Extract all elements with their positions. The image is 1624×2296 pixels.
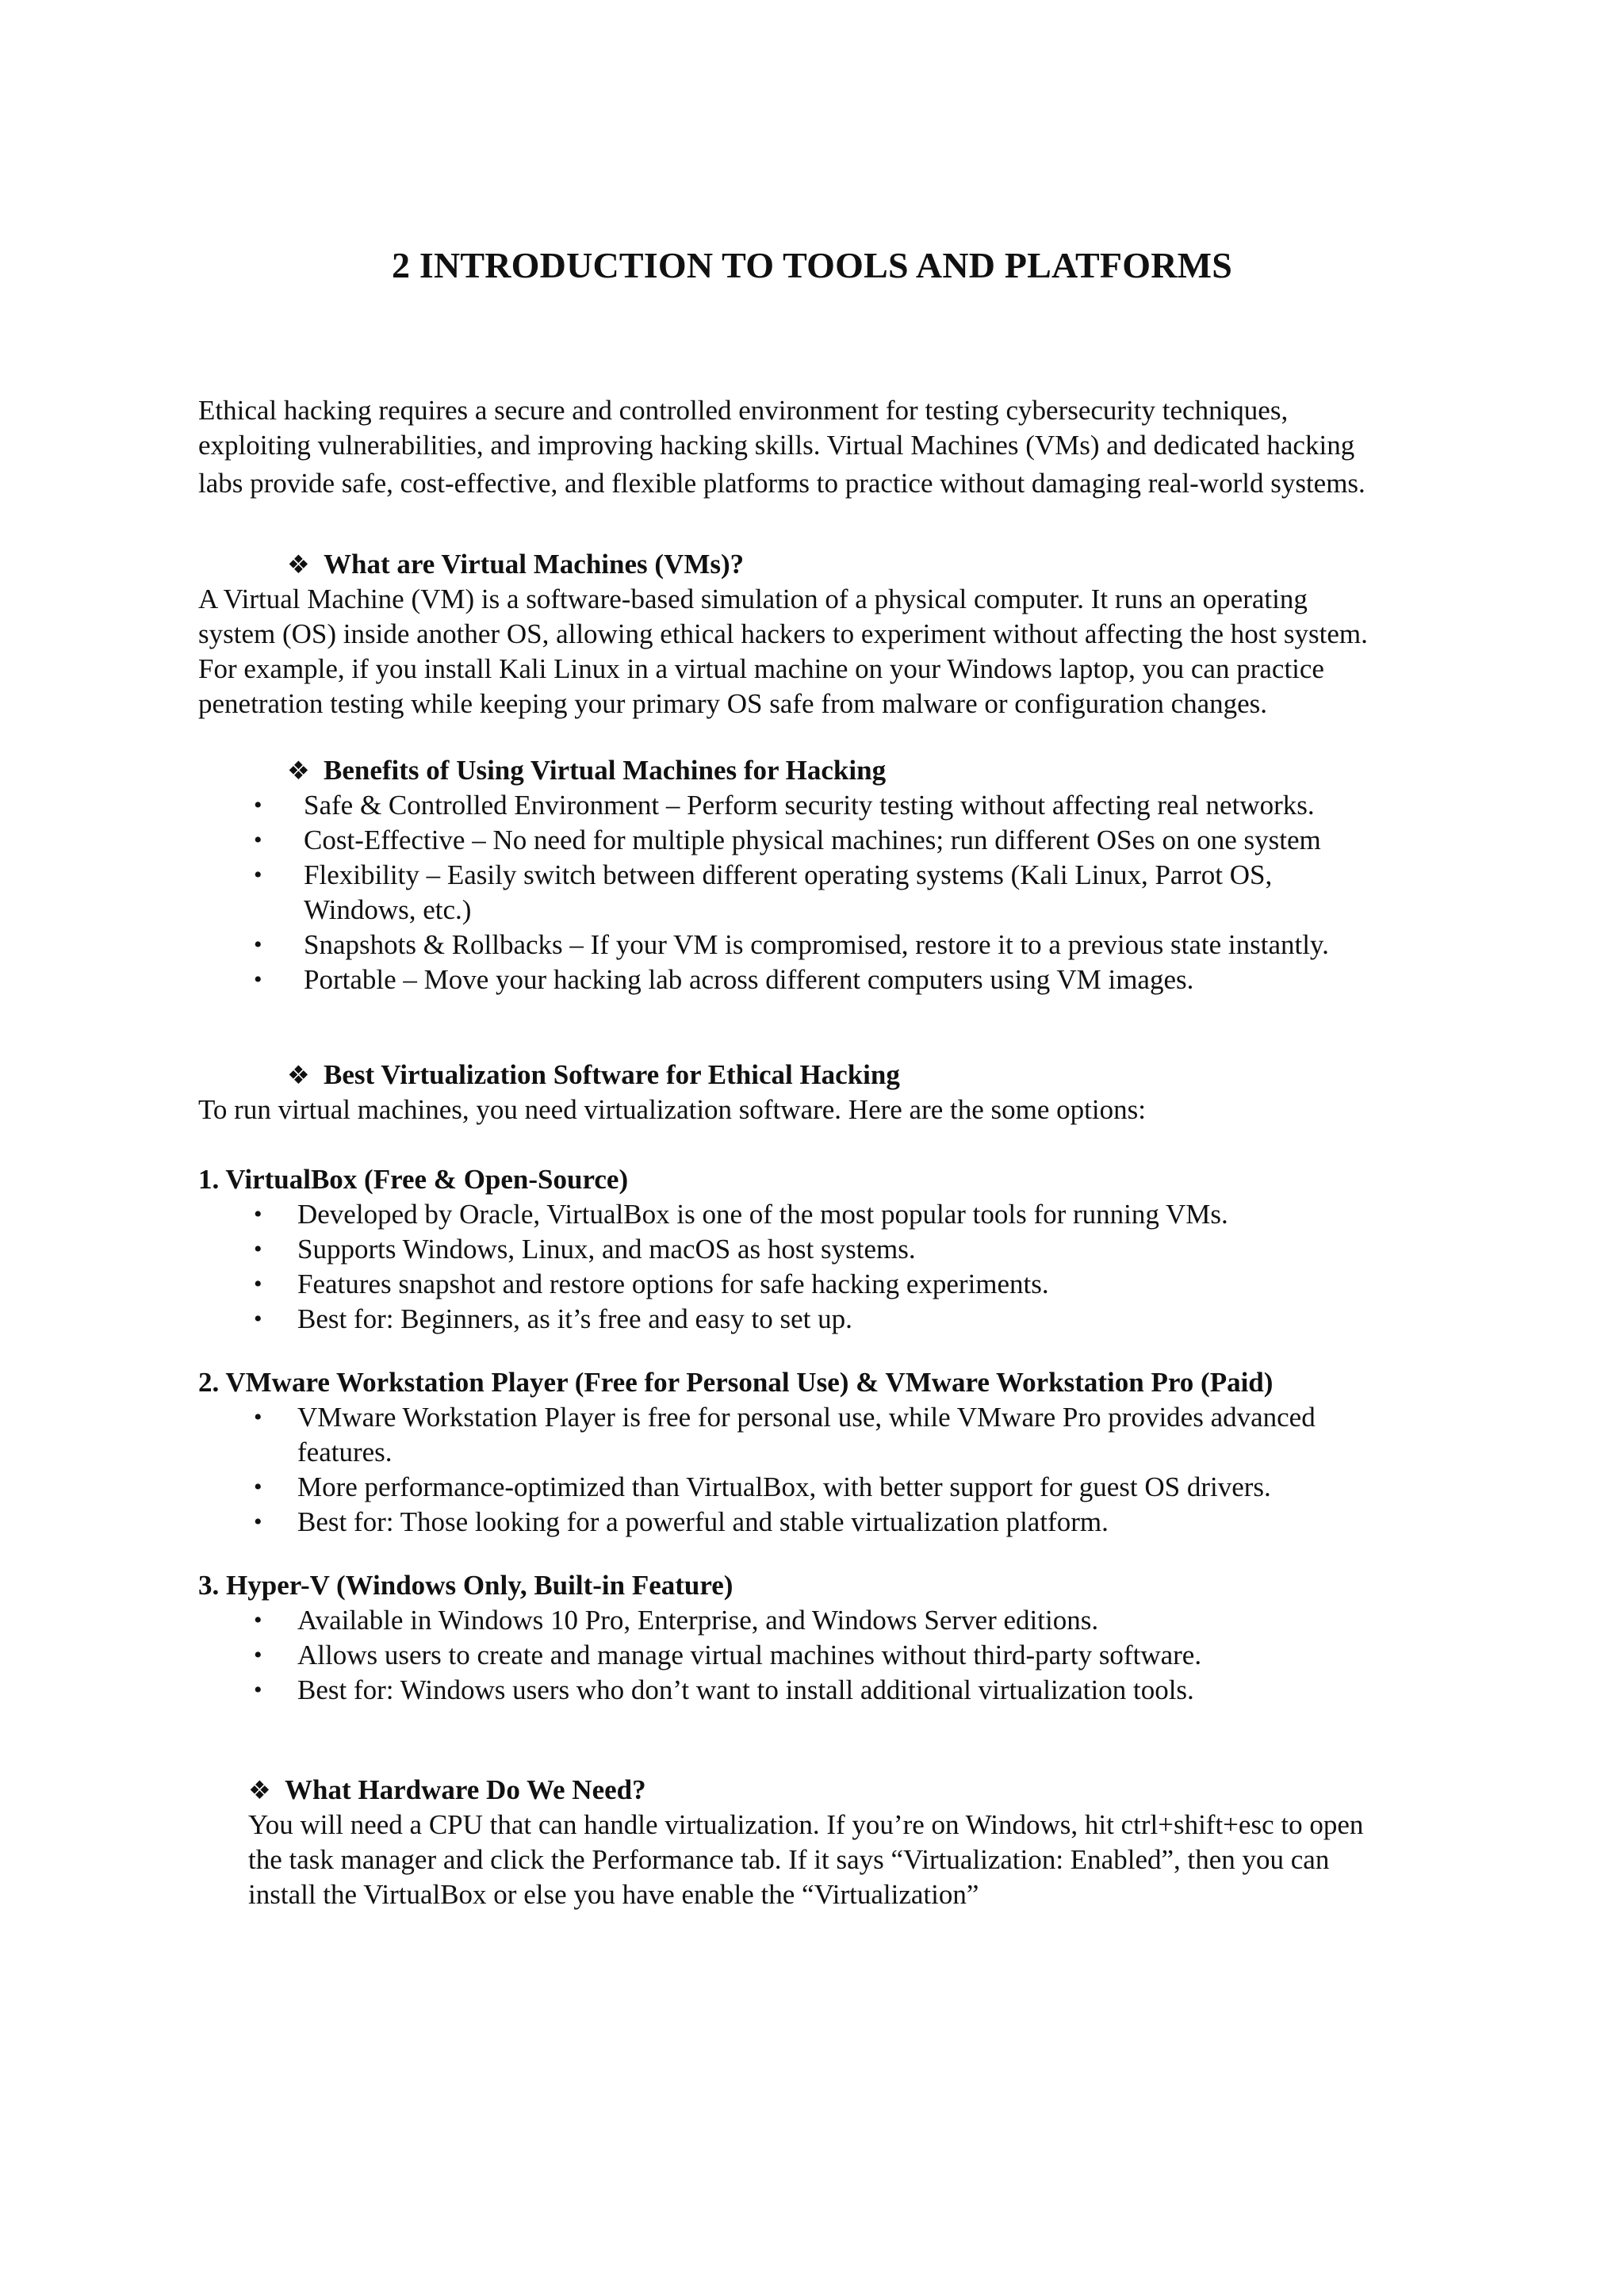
list-item xyxy=(254,1505,1316,1540)
bullet-icon: • xyxy=(254,966,262,993)
benefit-text: Snapshots & Rollbacks – If your VM is compromised, restore it to a previous state instantly. xyxy=(304,929,1329,960)
vm-line: For example, if you install Kali Linux in a virtual machine on your Windows laptop, you can practice xyxy=(198,653,1324,684)
benefits-list xyxy=(254,788,1329,997)
tool-heading-vmware: 2. VMware Workstation Player (Free for Personal Use) & VMware Workstation Pro (Paid) xyxy=(198,1367,1274,1398)
bullet-icon: • xyxy=(254,792,262,818)
list-item xyxy=(254,1638,1201,1673)
list-item xyxy=(254,1197,1228,1232)
list-item xyxy=(254,1302,1228,1337)
tool-item-text: More performance-optimized than VirtualBox, with better support for guest OS drivers. xyxy=(297,1471,1271,1502)
list-item xyxy=(254,1470,1316,1505)
software-heading-text: Best Virtualization Software for Ethical Hacking xyxy=(324,1059,900,1090)
list-item xyxy=(254,928,1329,962)
hardware-heading-text: What Hardware Do We Need? xyxy=(285,1774,646,1805)
benefit-text: Portable – Move your hacking lab across different computers using VM images. xyxy=(304,964,1194,995)
benefit-text: Cost-Effective – No need for multiple physical machines; run different OSes on one system xyxy=(304,825,1321,855)
diamond-bullet-icon: ❖ xyxy=(287,756,310,785)
tool-item-text-continued: features. xyxy=(297,1437,393,1468)
tool-item-text: VMware Workstation Player is free for personal use, while VMware Pro provides advanced xyxy=(297,1402,1316,1433)
tool-item-text: Available in Windows 10 Pro, Enterprise, and Windows Server editions. xyxy=(297,1605,1099,1636)
tool-heading-virtualbox: 1. VirtualBox (Free & Open-Source) xyxy=(198,1164,629,1195)
page-title: 2 INTRODUCTION TO TOOLS AND PLATFORMS xyxy=(391,245,1233,285)
diamond-bullet-icon: ❖ xyxy=(248,1776,271,1804)
bullet-icon: • xyxy=(254,1677,262,1703)
bullet-icon: • xyxy=(254,1306,262,1332)
benefits-heading-text: Benefits of Using Virtual Machines for Hacking xyxy=(324,755,887,786)
diamond-bullet-icon: ❖ xyxy=(287,550,310,579)
hardware-line: You will need a CPU that can handle virtualization. If you’re on Windows, hit ctrl+shift+esc to open xyxy=(248,1809,1364,1840)
bullet-icon: • xyxy=(254,862,262,888)
bullet-icon: • xyxy=(254,1607,262,1633)
vm-heading-text: What are Virtual Machines (VMs)? xyxy=(324,549,745,580)
diamond-bullet-icon: ❖ xyxy=(287,1061,310,1089)
tool-item-text: Developed by Oracle, VirtualBox is one of the most popular tools for running VMs. xyxy=(297,1199,1228,1230)
benefits-heading xyxy=(287,753,886,788)
benefit-text: Flexibility – Easily switch between different operating systems (Kali Linux, Parrot OS, xyxy=(304,859,1273,890)
bullet-icon: • xyxy=(254,1271,262,1297)
list-item xyxy=(254,962,1329,997)
hardware-line: install the VirtualBox or else you have enable the “Virtualization” xyxy=(248,1879,979,1910)
vm-line: penetration testing while keeping your primary OS safe from malware or configuration changes. xyxy=(198,688,1268,719)
software-intro xyxy=(198,1093,1146,1127)
virtualbox-list xyxy=(254,1197,1228,1337)
vm-paragraph xyxy=(198,582,1368,721)
benefit-text-continued: Windows, etc.) xyxy=(304,894,472,925)
hardware-line: the task manager and click the Performance tab. If it says “Virtualization: Enabled”, then you can xyxy=(248,1844,1330,1875)
bullet-icon: • xyxy=(254,1201,262,1227)
list-item xyxy=(254,1603,1201,1638)
list-item xyxy=(254,1267,1228,1302)
intro-line: exploiting vulnerabilities, and improving hacking skills. Virtual Machines (VMs) and dedicated hacking xyxy=(198,430,1355,461)
list-item xyxy=(254,858,1329,928)
intro-paragraph xyxy=(198,393,1365,501)
vm-line: A Virtual Machine (VM) is a software-based simulation of a physical computer. It runs an operating xyxy=(198,584,1308,614)
bullet-icon: • xyxy=(254,1474,262,1500)
tool-item-text: Features snapshot and restore options for safe hacking experiments. xyxy=(297,1269,1049,1299)
tool-item-text: Best for: Those looking for a powerful and stable virtualization platform. xyxy=(297,1506,1109,1537)
list-item xyxy=(254,1400,1316,1470)
software-intro-line: To run virtual machines, you need virtualization software. Here are the some options: xyxy=(198,1094,1146,1125)
hyperv-list xyxy=(254,1603,1201,1708)
tool-heading-hyperv: 3. Hyper-V (Windows Only, Built-in Feature) xyxy=(198,1570,733,1601)
bullet-icon: • xyxy=(254,827,262,853)
benefit-text: Safe & Controlled Environment – Perform security testing without affecting real networks. xyxy=(304,790,1315,821)
bullet-icon: • xyxy=(254,1642,262,1668)
tool-item-text: Supports Windows, Linux, and macOS as host systems. xyxy=(297,1234,916,1265)
intro-line: Ethical hacking requires a secure and controlled environment for testing cybersecurity techniques, xyxy=(198,395,1289,426)
intro-line: labs provide safe, cost-effective, and flexible platforms to practice without damaging real-world systems. xyxy=(198,468,1365,499)
software-heading xyxy=(287,1058,900,1093)
hardware-heading xyxy=(248,1773,646,1808)
bullet-icon: • xyxy=(254,932,262,958)
tool-item-text: Best for: Windows users who don’t want to install additional virtualization tools. xyxy=(297,1674,1194,1705)
tool-item-text: Best for: Beginners, as it’s free and easy to set up. xyxy=(297,1303,852,1334)
list-item xyxy=(254,823,1329,858)
bullet-icon: • xyxy=(254,1509,262,1535)
vm-heading xyxy=(287,547,744,582)
hardware-paragraph xyxy=(248,1808,1363,1912)
bullet-icon: • xyxy=(254,1404,262,1430)
tool-item-text: Allows users to create and manage virtual machines without third-party software. xyxy=(297,1640,1202,1670)
vmware-list xyxy=(254,1400,1316,1540)
list-item xyxy=(254,1232,1228,1267)
list-item xyxy=(254,1673,1201,1708)
list-item xyxy=(254,788,1329,823)
bullet-icon: • xyxy=(254,1236,262,1262)
vm-line: system (OS) inside another OS, allowing ethical hackers to experiment without affecting the host system. xyxy=(198,618,1368,649)
